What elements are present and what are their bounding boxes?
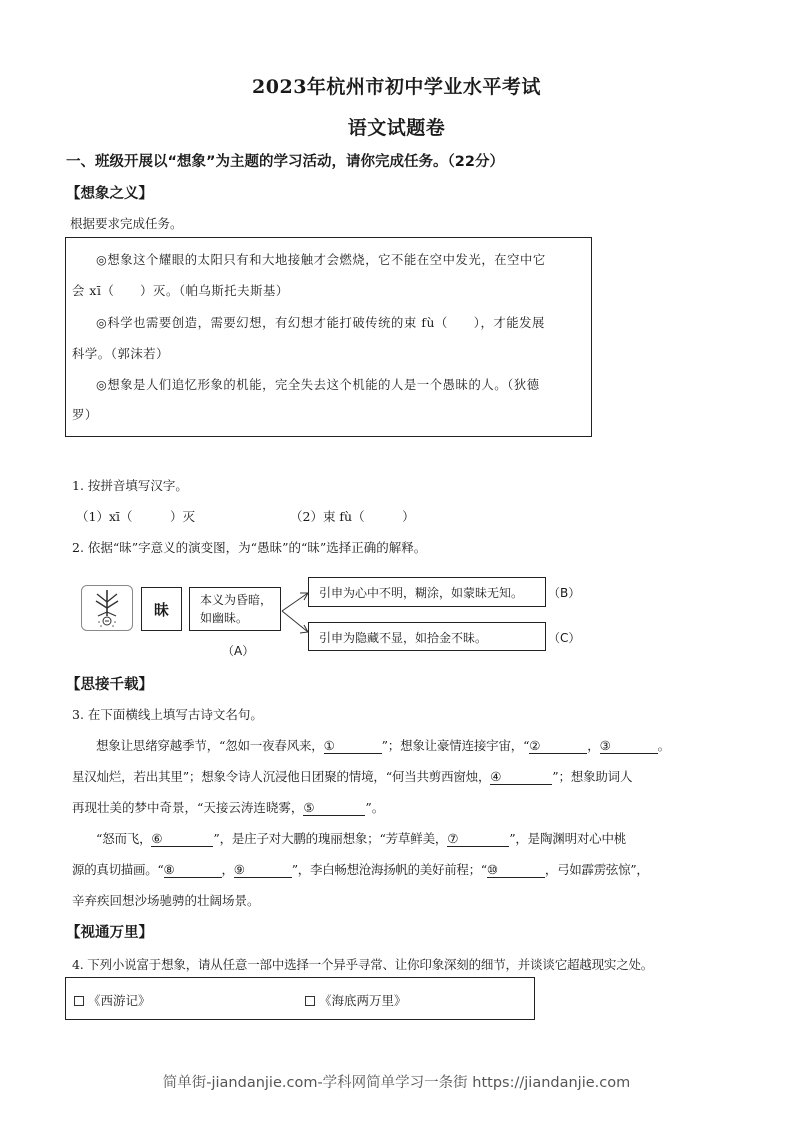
original-meaning-line-1: 本义为昏暗， <box>200 593 273 607</box>
quote-2-line-1: ◎科学也需要创造，需要幻想，有幻想才能打破传统的束 fù（ ），才能发展 <box>96 316 545 330</box>
label-a[interactable]: （A） <box>222 644 255 658</box>
option-twenty-thousand-leagues[interactable]: 《海底两万里》 <box>305 991 407 1009</box>
original-meaning-box <box>189 587 281 631</box>
option-journey-to-the-west[interactable]: 《西游记》 <box>74 991 151 1009</box>
part-heading-thoughts: 【思接千载】 <box>66 677 153 693</box>
blank-9[interactable]: ⑨ <box>234 862 292 878</box>
poem-paragraph-2-line-2: 源的真切描画。“⑧ ，⑨ ”，李白畅想沧海扬帆的美好前程；“⑩ ，弓如霹雳弦惊”， <box>72 862 649 877</box>
question-1-prompt: 1. 按拼音填写汉字。 <box>72 478 188 493</box>
quote-1-line-1: ◎想象这个耀眼的太阳只有和大地接触才会燃烧，它不能在空中发光，在空中它 <box>96 253 546 267</box>
label-b[interactable]: （B） <box>548 586 581 600</box>
footer-watermark: 简单街-jiandanjie.com-学科网简单学习一条街 https://jiandanjie.com <box>162 1075 631 1091</box>
quote-2-line-2: 科学。（郭沫若） <box>72 347 170 361</box>
char-box <box>141 587 182 631</box>
poem-paragraph-2-line-1: “怒而飞，⑥ ”，是庄子对大鹏的瑰丽想象；“芳草鲜美，⑦ ”，是陶渊明对心中桃 <box>96 831 627 846</box>
quote-3-line-2: 罗） <box>72 408 98 422</box>
poem-paragraph-2-line-3: 辛弃疾回想沙场驰骋的壮阔场景。 <box>72 893 260 908</box>
quote-3-line-1: ◎想象是人们追忆形象的机能，完全失去这个机能的人是一个愚昧的人。（狄德 <box>96 378 540 392</box>
ancient-glyph-box <box>81 585 133 631</box>
extended-meaning-c: 引申为隐藏不显，如拾金不昧。 <box>319 631 488 645</box>
blank-4[interactable]: ④ <box>490 769 552 785</box>
ancient-character-mei-icon <box>82 586 132 630</box>
question-1-item-1[interactable]: （1）xī（ ）灭 <box>76 509 196 524</box>
poem-paragraph-1-line-1: 想象让思绪穿越季节，“忽如一夜春风来，① ”；想象让豪情连接宇宙，“② ，③ 。 <box>96 738 670 753</box>
question-3-prompt: 3. 在下面横线上填写古诗文名句。 <box>72 707 263 722</box>
instruction-text: 根据要求完成任务。 <box>70 216 183 231</box>
quote-1-line-2: 会 xī（ ）灭。（帕乌斯托夫斯基） <box>72 284 289 298</box>
char-mei: 昧 <box>153 600 169 619</box>
blank-1[interactable]: ① <box>324 738 382 754</box>
checkbox-icon[interactable] <box>305 996 315 1006</box>
extended-meaning-c-box <box>308 622 546 651</box>
poem-paragraph-1-line-2: 星汉灿烂，若出其里”；想象令诗人沉浸他日团聚的情境，“何当共剪西窗烛，④ ”；想象助词人 <box>72 769 633 784</box>
exam-title: 2023年杭州市初中学业水平考试 <box>252 76 541 98</box>
exam-subtitle: 语文试题卷 <box>347 117 446 139</box>
blank-6[interactable]: ⑥ <box>151 831 213 847</box>
blank-3[interactable]: ③ <box>600 738 658 754</box>
original-meaning-line-2: 如幽昧。 <box>200 611 249 625</box>
blank-5[interactable]: ⑤ <box>303 800 365 816</box>
extended-meaning-b: 引申为心中不明，糊涂，如蒙昧无知。 <box>319 586 524 600</box>
question-2-prompt: 2. 依据“昧”字意义的演变图，为“愚昧”的“昧”选择正确的解释。 <box>72 540 427 555</box>
blank-2[interactable]: ② <box>529 738 587 754</box>
part-heading-vision: 【视通万里】 <box>66 925 153 941</box>
question-1-item-2[interactable]: （2）束 fù（ ） <box>290 509 415 524</box>
label-c[interactable]: （C） <box>548 631 581 645</box>
poem-paragraph-1-line-3: 再现壮美的梦中奇景，“天接云涛连晓雾，⑤ ”。 <box>72 800 385 815</box>
blank-7[interactable]: ⑦ <box>447 831 509 847</box>
blank-8[interactable]: ⑧ <box>164 862 222 878</box>
extended-meaning-b-box <box>308 577 546 607</box>
section-heading: 一、班级开展以“想象”为主题的学习活动，请你完成任务。（22分） <box>66 154 504 170</box>
part-heading-meaning: 【想象之义】 <box>66 186 153 202</box>
checkbox-icon[interactable] <box>74 996 84 1006</box>
branch-arrows-icon <box>281 585 311 645</box>
question-4-prompt: 4. 下列小说富于想象，请从任意一部中选择一个异乎寻常、让你印象深刻的细节，并谈谈它超越现实之处。 <box>72 957 654 972</box>
blank-10[interactable]: ⑩ <box>487 862 545 878</box>
